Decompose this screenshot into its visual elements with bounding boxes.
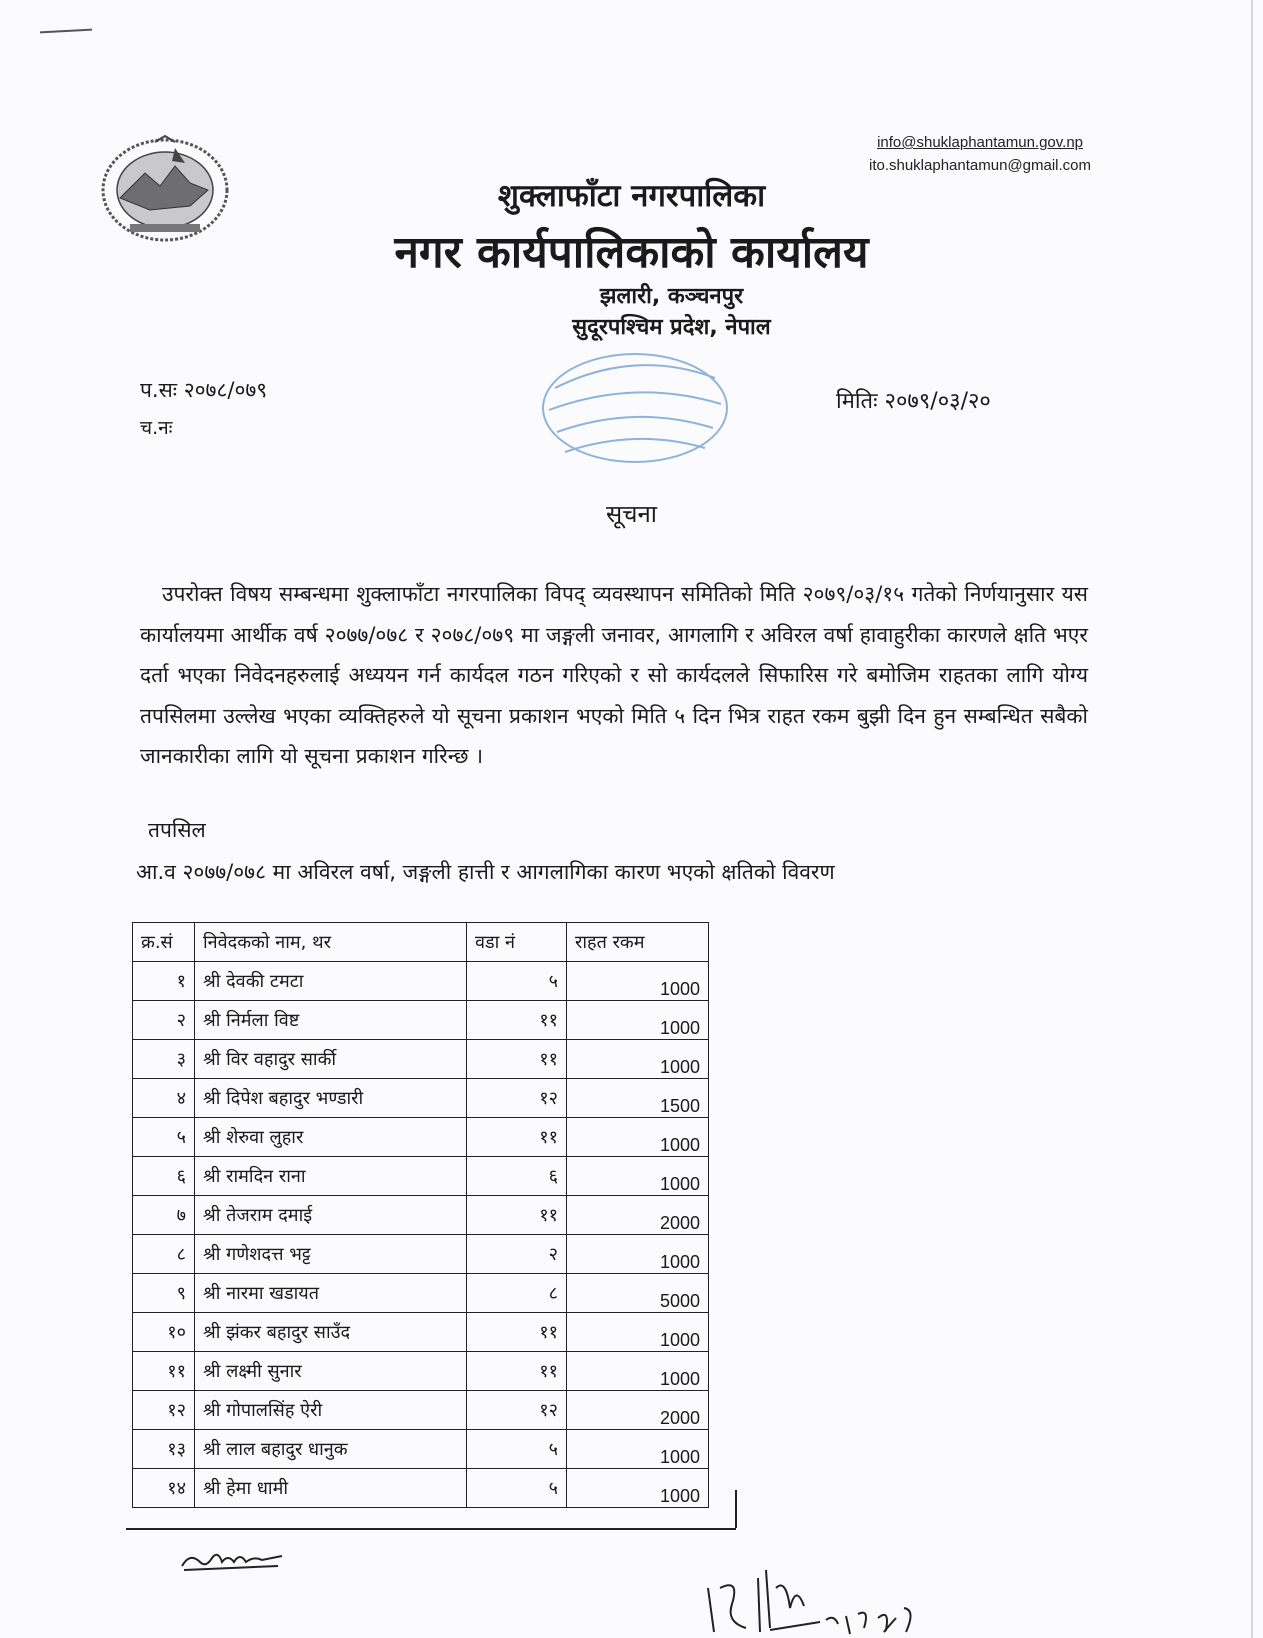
cell-ward: १२ (467, 1079, 567, 1118)
cell-name: श्री देवकी टमटा (195, 962, 467, 1001)
table-row (133, 1196, 709, 1235)
cell-serial: १० (133, 1313, 195, 1352)
cell-serial: १४ (133, 1469, 195, 1508)
cell-amount: 1000 (567, 1430, 709, 1469)
cell-ward: ११ (467, 1196, 567, 1235)
cell-name: श्री तेजराम दमाई (195, 1196, 467, 1235)
contact-email-primary[interactable]: info@shuklaphantamun.gov.np (877, 134, 1083, 151)
cell-ward: ११ (467, 1118, 567, 1157)
cell-ward: १२ (467, 1391, 567, 1430)
cell-name: श्री गोपालसिंह ऐरी (195, 1391, 467, 1430)
table-row (133, 1235, 709, 1274)
cell-serial: ९ (133, 1274, 195, 1313)
cell-ward: ५ (467, 1469, 567, 1508)
cell-name: श्री हेमा धामी (195, 1469, 467, 1508)
cell-serial: ६ (133, 1157, 195, 1196)
cell-name: श्री निर्मला विष्ट (195, 1001, 467, 1040)
address-line-2: सुदूरपश्चिम प्रदेश, नेपाल (572, 315, 771, 340)
cell-serial: १२ (133, 1391, 195, 1430)
table-row (133, 1430, 709, 1469)
header-name: निवेदकको नाम, थर (195, 923, 467, 962)
table-row (133, 1001, 709, 1040)
cell-ward: ६ (467, 1157, 567, 1196)
header-amount: राहत रकम (567, 923, 709, 962)
table-row (133, 1040, 709, 1079)
address-line-1: झलारी, कञ्चनपुर (599, 284, 744, 309)
cell-amount: 1000 (567, 1235, 709, 1274)
table-row (133, 1118, 709, 1157)
letter-date: मितिः २०७९/०३/२० (836, 389, 991, 414)
cell-name: श्री लक्ष्मी सुनार (195, 1352, 467, 1391)
table-bottom-line (126, 1528, 736, 1530)
cell-serial: १ (133, 962, 195, 1001)
table-row (133, 962, 709, 1001)
header-serial: क्र.सं (133, 923, 195, 962)
header-ward: वडा नं (467, 923, 567, 962)
signature-right-icon (700, 1548, 930, 1638)
cell-ward: ११ (467, 1313, 567, 1352)
table-right-line (735, 1490, 737, 1528)
cell-name: श्री रामदिन राना (195, 1157, 467, 1196)
cell-ward: ५ (467, 962, 567, 1001)
cell-amount: 2000 (567, 1391, 709, 1430)
table-caption: आ.व २०७७/०७८ मा अविरल वर्षा, जङ्गली हात्ती र आगलागिका कारण भएको क्षतिको विवरण (136, 860, 835, 884)
cell-serial: ११ (133, 1352, 195, 1391)
letter-number: प.सः २०७८/०७९ (140, 378, 268, 402)
cell-ward: २ (467, 1235, 567, 1274)
cell-amount: 5000 (567, 1274, 709, 1313)
cell-amount: 1000 (567, 962, 709, 1001)
cell-amount: 1000 (567, 1313, 709, 1352)
cell-amount: 1000 (567, 1118, 709, 1157)
cell-ward: ५ (467, 1430, 567, 1469)
dispatch-number: च.नः (140, 417, 173, 439)
cell-serial: ८ (133, 1235, 195, 1274)
cell-ward: ११ (467, 1040, 567, 1079)
contact-email-secondary: ito.shuklaphantamun@gmail.com (868, 157, 1091, 174)
table-row (133, 1079, 709, 1118)
table-header-row (133, 923, 709, 962)
table-row (133, 1469, 709, 1508)
cell-ward: ११ (467, 1352, 567, 1391)
cell-name: श्री झंकर बहादुर साउँद (195, 1313, 467, 1352)
table-row (133, 1313, 709, 1352)
relief-table (132, 922, 709, 1508)
cell-amount: 1000 (567, 1352, 709, 1391)
cell-name: श्री गणेशदत्त भट्ट (195, 1235, 467, 1274)
cell-serial: १३ (133, 1430, 195, 1469)
cell-serial: २ (133, 1001, 195, 1040)
cell-name: श्री लाल बहादुर धानुक (195, 1430, 467, 1469)
cell-name: श्री दिपेश बहादुर भण्डारी (195, 1079, 467, 1118)
office-stamp-icon (535, 348, 735, 468)
notice-body: उपरोक्त विषय सम्बन्धमा शुक्लाफाँटा नगरपालिका विपद् व्यवस्थापन समितिको मिति २०७९/०३/१५ गतेको निर्णयानुसार यस कार्यालयमा आर्थीक वर्ष २०७७/०७८ र २०७८/०७९ मा जङ्गली जनावर, आगलागि र अविरल वर्षा हावाहुरीका कारणले क्षति भएर दर्ता भएका निवेदनहरुलाई अध्ययन गर्न कार्यदल गठन गरिएको र सो कार्यदलले सिफारिस गरे बमोजिम राहतका लागि योग्य तपसिलमा उल्लेख भएका व्यक्तिहरुले यो सूचना प्रकाशन भएको मिति ५ दिन भित्र राहत रकम बुझी दिन हुन सम्बन्धित सबैको जानकारीका लागि यो सूचना प्रकाशन गरिन्छ । (140, 582, 1088, 768)
municipality-name: शुक्लाफाँटा नगरपालिका (497, 178, 766, 214)
cell-amount: 1500 (567, 1079, 709, 1118)
table-row (133, 1391, 709, 1430)
cell-serial: ४ (133, 1079, 195, 1118)
cell-ward: ११ (467, 1001, 567, 1040)
office-name: नगर कार्यपालिकाको कार्यालय (394, 227, 869, 278)
table-row (133, 1352, 709, 1391)
cell-serial: ३ (133, 1040, 195, 1079)
cell-name: श्री नारमा खडायत (195, 1274, 467, 1313)
cell-serial: ५ (133, 1118, 195, 1157)
table-row (133, 1157, 709, 1196)
table-row (133, 1274, 709, 1313)
schedule-label: तपसिल (148, 818, 206, 842)
cell-amount: 1000 (567, 1157, 709, 1196)
cell-name: श्री विर वहादुर सार्की (195, 1040, 467, 1079)
cell-amount: 1000 (567, 1040, 709, 1079)
cell-amount: 1000 (567, 1001, 709, 1040)
corner-pen-mark (40, 29, 92, 34)
cell-name: श्री शेरुवा लुहार (195, 1118, 467, 1157)
cell-amount: 2000 (567, 1196, 709, 1235)
signature-left-icon (178, 1544, 288, 1574)
cell-amount: 1000 (567, 1469, 709, 1508)
cell-serial: ७ (133, 1196, 195, 1235)
notice-title: सूचना (606, 500, 657, 528)
cell-ward: ८ (467, 1274, 567, 1313)
